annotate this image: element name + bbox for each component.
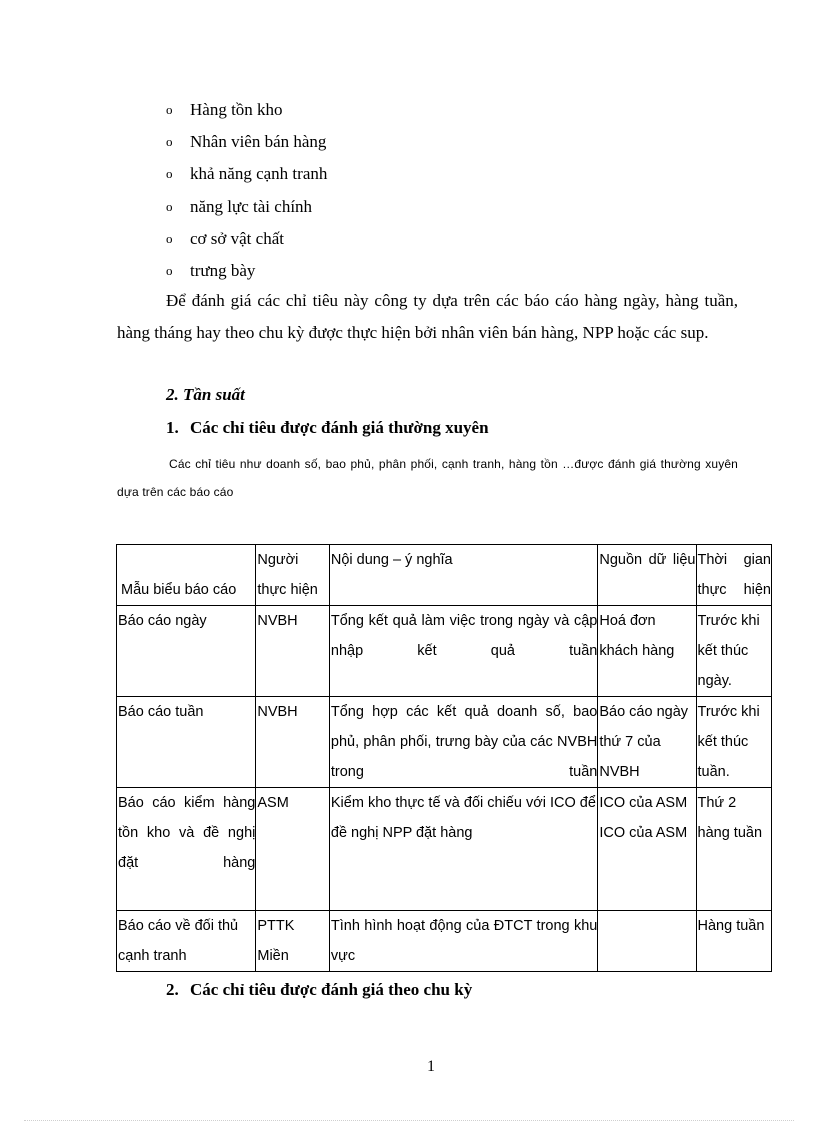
header-cell: Nguồn dữ liệu — [598, 545, 696, 606]
list-item — [166, 94, 327, 126]
evaluation-paragraph — [117, 285, 738, 349]
table-row — [117, 911, 772, 972]
header-cell: Mẫu biểu báo cáo — [117, 545, 256, 606]
bullet-marker: o — [166, 230, 173, 246]
list-item — [166, 223, 327, 255]
list-item-text: trưng bày — [190, 261, 256, 281]
page-bottom-rule — [24, 1120, 794, 1121]
bullet-marker: o — [166, 134, 173, 150]
table-cell: Báo cáo về đối thủ cạnh tranh — [117, 911, 256, 972]
table-cell: Hàng tuần — [696, 911, 772, 972]
table-cell: Trước khi kết thúc tuần. — [696, 697, 772, 788]
table-cell: ASM — [256, 788, 330, 911]
table-header-row — [117, 545, 772, 606]
table-cell: Kiểm kho thực tế và đối chiếu với ICO để đề nghị NPP đặt hàng — [329, 788, 597, 911]
subheading-frequent — [166, 416, 489, 440]
subheading-number: 1. — [166, 418, 179, 437]
table-row — [117, 697, 772, 788]
table-cell — [598, 911, 696, 972]
table-cell: Báo cáo kiểm hàng tồn kho và đề nghị đặt hàng — [117, 788, 256, 911]
table-cell: Hoá đơn khách hàng — [598, 606, 696, 697]
table-row — [117, 788, 772, 911]
table-cell: ICO của ASM ICO của ASM — [598, 788, 696, 911]
subheading-text: Các chỉ tiêu được đánh giá theo chu kỳ — [190, 980, 473, 999]
section-heading: 2. Tần suất — [166, 385, 245, 404]
subheading-periodic — [166, 978, 472, 1002]
list-item-text: khả năng cạnh tranh — [190, 164, 328, 184]
table-row — [117, 606, 772, 697]
list-item-text: Hàng tồn kho — [190, 100, 283, 120]
list-item — [166, 255, 327, 287]
table-cell: Thứ 2 hàng tuần — [696, 788, 772, 911]
table-cell: Trước khi kết thúc ngày. — [696, 606, 772, 697]
list-item-text: Nhân viên bán hàng — [190, 132, 327, 152]
bullet-marker: o — [166, 263, 173, 279]
page-number: 1 — [427, 1058, 435, 1075]
list-item — [166, 191, 327, 223]
header-cell: Nội dung – ý nghĩa — [329, 545, 597, 606]
bullet-list — [166, 94, 327, 287]
list-item-text: cơ sở vật chất — [190, 228, 284, 248]
paragraph-text: Để đánh giá các chỉ tiêu này công ty dựa trên các báo cáo hàng ngày, hàng tuần, hàng tháng hay theo chu kỳ được thực hiện bởi nhân viên bán hàng, NPP hoặc các sup. — [117, 291, 738, 342]
list-item — [166, 158, 327, 190]
table-cell: Tổng kết quả làm việc trong ngày và cập nhập kết quả tuần — [329, 606, 597, 697]
table-cell: Báo cáo ngày thứ 7 của NVBH — [598, 697, 696, 788]
header-cell: Người thực hiện — [256, 545, 330, 606]
list-item — [166, 126, 327, 158]
table-cell: Báo cáo tuần — [117, 697, 256, 788]
report-table — [116, 544, 772, 972]
table-cell: NVBH — [256, 697, 330, 788]
table-cell: PTTK Miền — [256, 911, 330, 972]
table-cell: Báo cáo ngày — [117, 606, 256, 697]
subheading-number: 2. — [166, 980, 179, 999]
list-item-text: năng lực tài chính — [190, 196, 313, 216]
table-cell: Tình hình hoạt động của ĐTCT trong khu vực — [329, 911, 597, 972]
table-cell: Tổng hợp các kết quả doanh số, bao phủ, phân phối, trưng bày của các NVBH trong tuần — [329, 697, 597, 788]
bullet-marker: o — [166, 198, 173, 214]
subheading-text: Các chỉ tiêu được đánh giá thường xuyên — [190, 418, 489, 437]
sub-paragraph: Các chỉ tiêu như doanh số, bao phủ, phân phối, cạnh tranh, hàng tồn …được đánh giá thường xuyên dựa trên các báo cáo — [117, 457, 738, 499]
header-cell: Thời gian thực hiện — [696, 545, 772, 606]
bullet-marker: o — [166, 166, 173, 182]
bullet-marker: o — [166, 102, 173, 118]
table-cell: NVBH — [256, 606, 330, 697]
